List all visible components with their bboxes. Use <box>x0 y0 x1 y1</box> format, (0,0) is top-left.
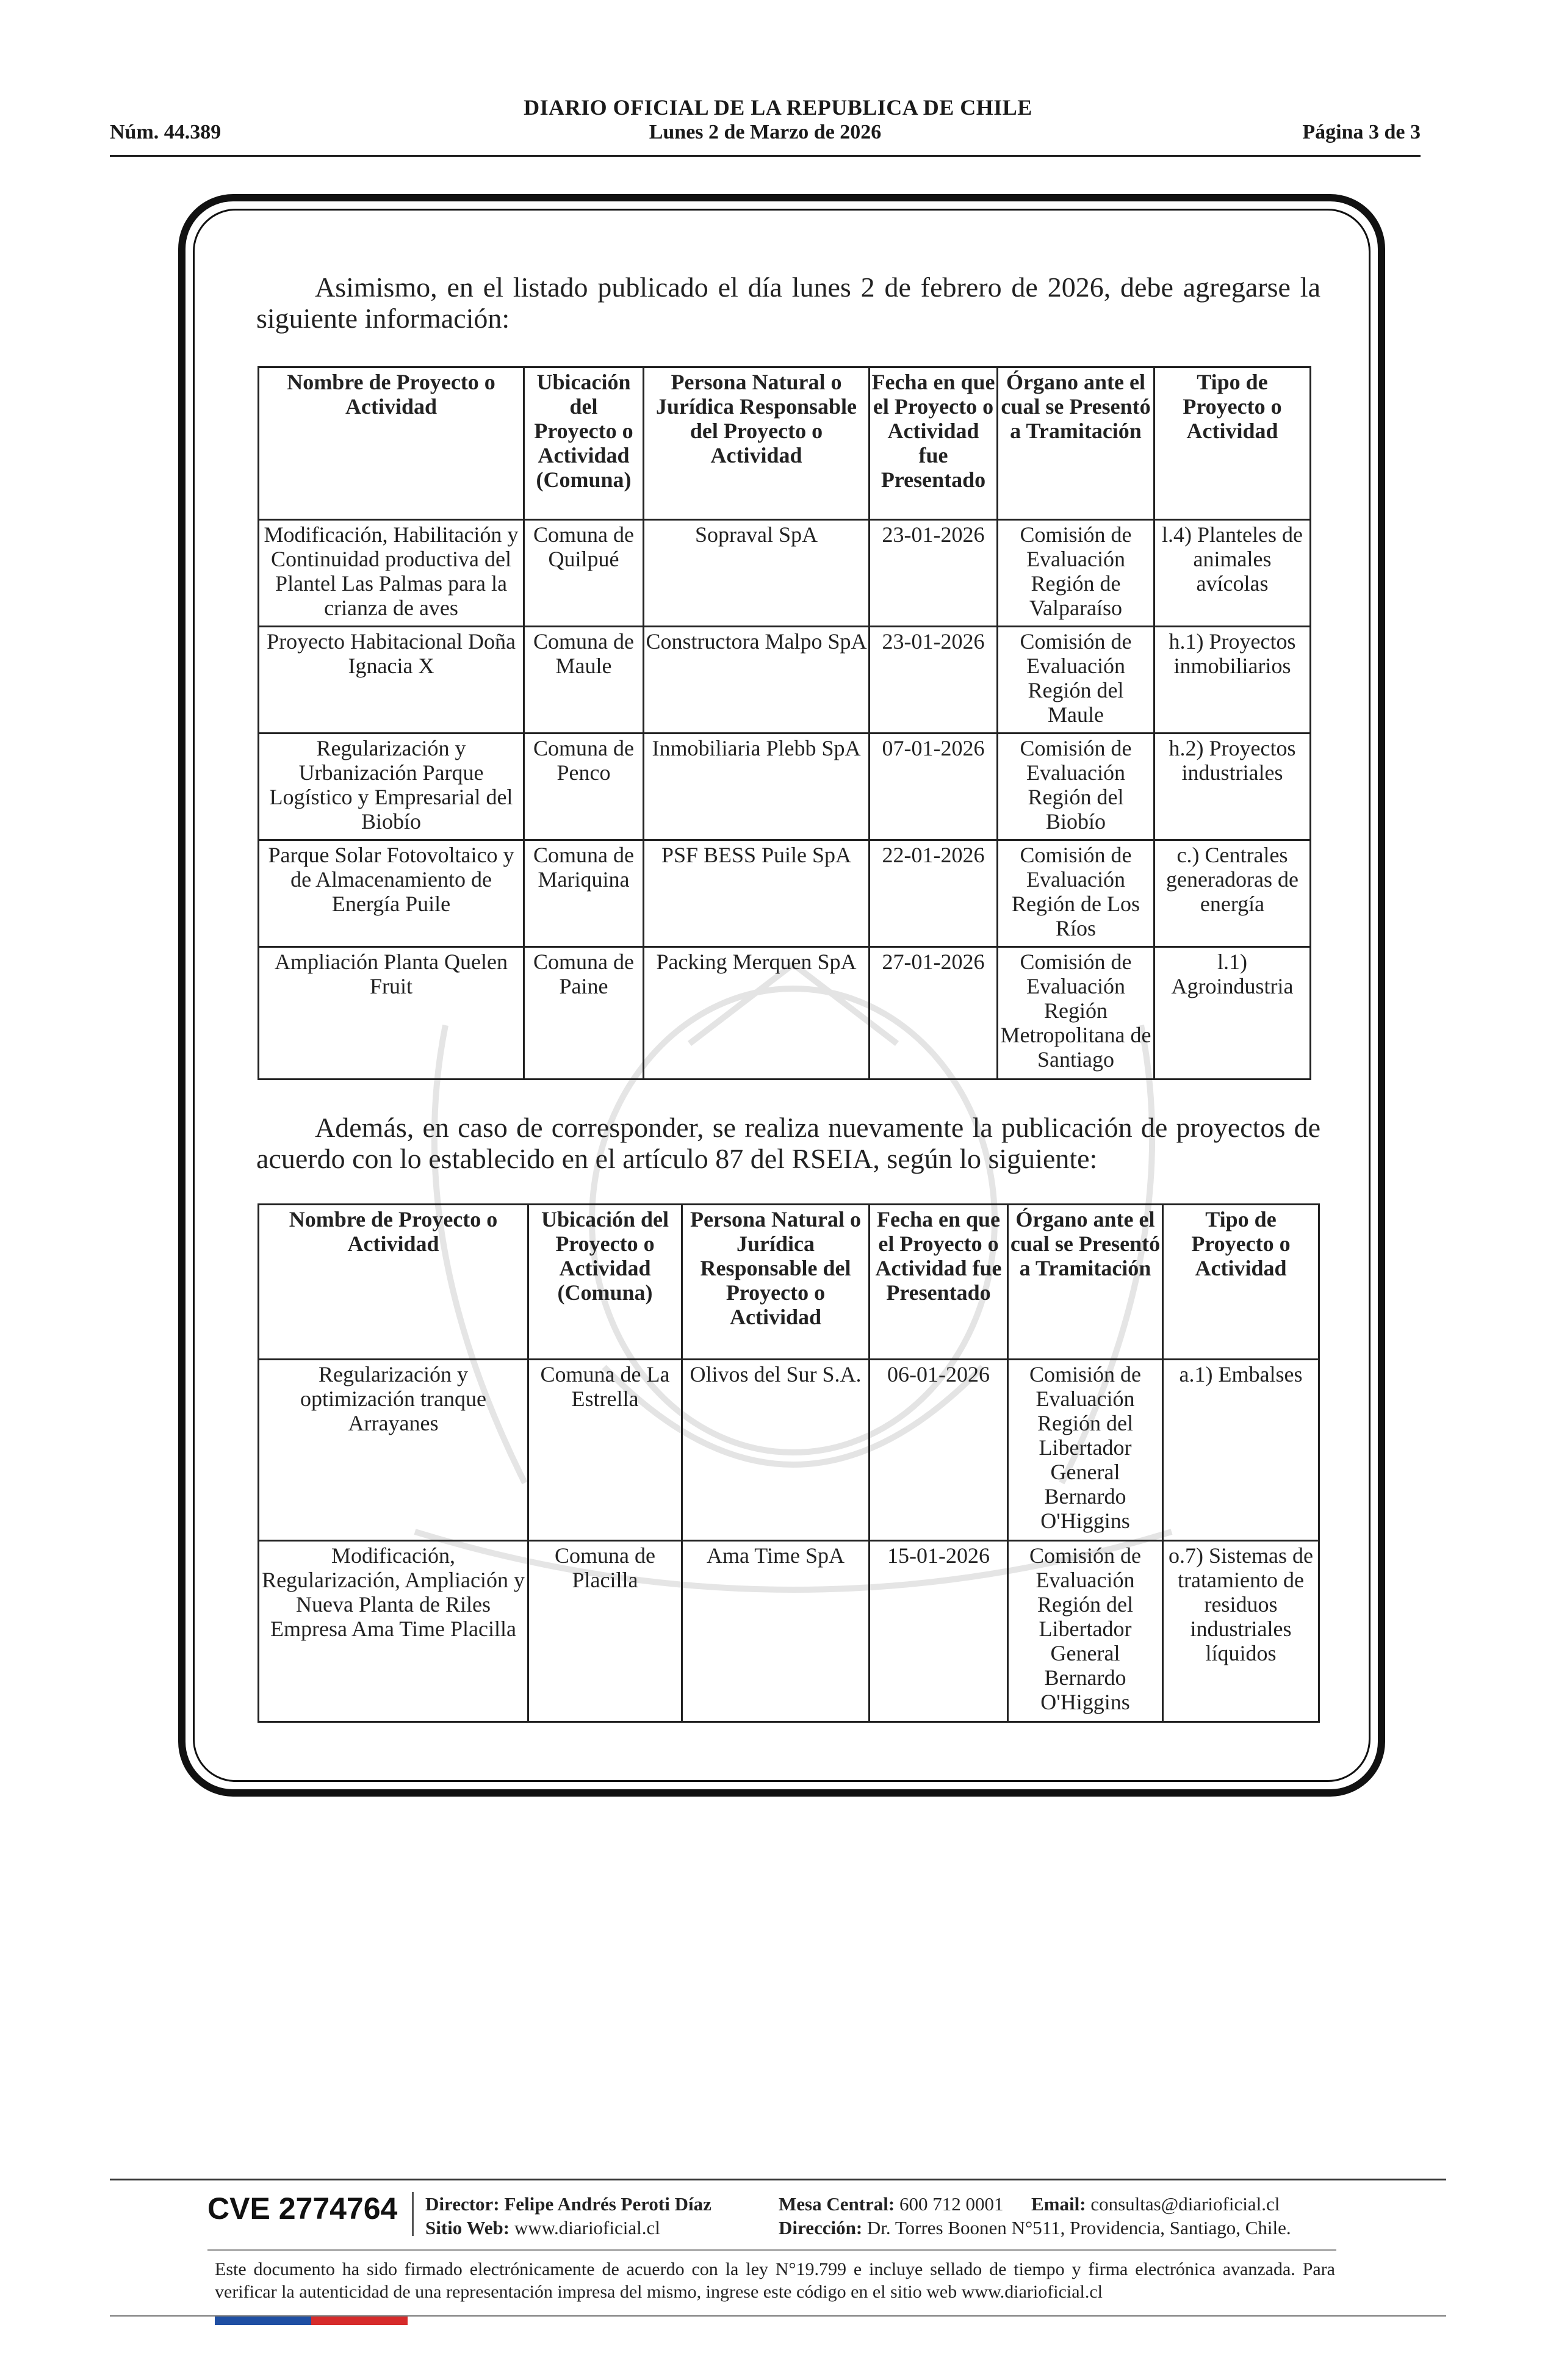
commune-cell: Comuna de Mariquina <box>524 840 644 947</box>
column-header: Nombre de Proyecto o Actividad <box>259 367 524 520</box>
type-cell: l.4) Planteles de animales avícolas <box>1154 520 1311 627</box>
table-header-row <box>259 1205 1319 1360</box>
column-header: Órgano ante el cual se Presentó a Tramitación <box>1008 1205 1163 1360</box>
project-name-cell: Parque Solar Fotovoltaico y de Almacenamiento de Energía Puile <box>259 840 524 947</box>
responsible-cell: Constructora Malpo SpA <box>644 627 870 734</box>
type-cell: h.2) Proyectos industriales <box>1154 734 1311 840</box>
web-link[interactable]: www.diarioficial.cl <box>514 2217 660 2238</box>
section1-table <box>258 366 1311 1080</box>
email-label: Email: <box>1031 2193 1086 2215</box>
responsible-cell: PSF BESS Puile SpA <box>644 840 870 947</box>
column-header: Persona Natural o Jurídica Responsable del Proyecto o Actividad <box>644 367 870 520</box>
cve-code: CVE 2774764 <box>207 2191 398 2226</box>
type-cell: l.1) Agroindustria <box>1154 947 1311 1080</box>
agency-cell: Comisión de Evaluación Región del Libertador General Bernardo O'Higgins <box>1008 1360 1163 1541</box>
type-cell: c.) Centrales generadoras de energía <box>1154 840 1311 947</box>
publication-title: DIARIO OFICIAL DE LA REPUBLICA DE CHILE <box>524 95 1032 120</box>
project-name-cell: Proyecto Habitacional Doña Ignacia X <box>259 627 524 734</box>
responsible-cell: Sopraval SpA <box>644 520 870 627</box>
type-cell: h.1) Proyectos inmobiliarios <box>1154 627 1311 734</box>
table-row <box>259 840 1311 947</box>
agency-cell: Comisión de Evaluación Región Metropolitana de Santiago <box>998 947 1154 1080</box>
date-cell: 27-01-2026 <box>870 947 998 1080</box>
date-cell: 23-01-2026 <box>870 627 998 734</box>
director-name: Felipe Andrés Peroti Díaz <box>504 2193 711 2215</box>
agency-cell: Comisión de Evaluación Región del Maule <box>998 627 1154 734</box>
project-name-cell: Modificación, Habilitación y Continuidad productiva del Plantel Las Palmas para la crianza de aves <box>259 520 524 627</box>
date-cell: 23-01-2026 <box>870 520 998 627</box>
project-name-cell: Modificación, Regularización, Ampliación y Nueva Planta de Riles Empresa Ama Time Placilla <box>259 1541 528 1722</box>
header-divider <box>110 155 1421 157</box>
commune-cell: Comuna de La Estrella <box>528 1360 682 1541</box>
flag-stripe-blue <box>215 2317 311 2325</box>
project-name-cell: Regularización y Urbanización Parque Logístico y Empresarial del Biobío <box>259 734 524 840</box>
section2-intro: Además, en caso de corresponder, se realiza nuevamente la publicación de proyectos de acuerdo con lo establecido en el artículo 87 del RSEIA, según lo siguiente: <box>256 1112 1320 1174</box>
agency-cell: Comisión de Evaluación Región de Los Ríos <box>998 840 1154 947</box>
web-label: Sitio Web: <box>425 2217 510 2238</box>
responsible-cell: Inmobiliaria Plebb SpA <box>644 734 870 840</box>
table-row <box>259 1541 1319 1722</box>
legal-notice: Este documento ha sido firmado electrónicamente de acuerdo con la ley N°19.799 e incluye sellado de tiempo y firma electrónica avanzada. Para verificar la autenticidad de una representación impresa del mismo, ingrese este código en el sitio web www.diarioficial.cl <box>215 2259 1335 2302</box>
table-row <box>259 1360 1319 1541</box>
section1-intro: Asimismo, en el listado publicado el día lunes 2 de febrero de 2026, debe agregarse la siguiente información: <box>256 272 1320 334</box>
address-value: Dr. Torres Boonen N°511, Providencia, Santiago, Chile. <box>866 2217 1291 2238</box>
footer-top-rule <box>110 2179 1446 2180</box>
column-header: Ubicación del Proyecto o Actividad (Comuna) <box>524 367 644 520</box>
agency-cell: Comisión de Evaluación Región de Valparaíso <box>998 520 1154 627</box>
footer-inner-rule <box>207 2249 1336 2251</box>
responsible-cell: Packing Merquen SpA <box>644 947 870 1080</box>
column-header: Órgano ante el cual se Presentó a Tramitación <box>998 367 1154 520</box>
responsible-cell: Olivos del Sur S.A. <box>682 1360 870 1541</box>
flag-stripe-red <box>311 2317 408 2325</box>
page-indicator: Página 3 de 3 <box>1302 121 1421 143</box>
date-cell: 07-01-2026 <box>870 734 998 840</box>
table-row <box>259 520 1311 627</box>
table-header-row <box>259 367 1311 520</box>
type-cell: a.1) Embalses <box>1163 1360 1319 1541</box>
column-header: Fecha en que el Proyecto o Actividad fue Presentado <box>870 367 998 520</box>
issue-date: Lunes 2 de Marzo de 2026 <box>649 121 882 143</box>
phone-value: 600 712 0001 <box>899 2193 1004 2215</box>
phone-label: Mesa Central: <box>779 2193 895 2215</box>
column-header: Ubicación del Proyecto o Actividad (Comuna) <box>528 1205 682 1360</box>
footer-separator <box>412 2192 414 2236</box>
email-link[interactable]: consultas@diarioficial.cl <box>1090 2193 1280 2215</box>
agency-cell: Comisión de Evaluación Región del Biobío <box>998 734 1154 840</box>
type-cell: o.7) Sistemas de tratamiento de residuos industriales líquidos <box>1163 1541 1319 1722</box>
table-row <box>259 947 1311 1080</box>
agency-cell: Comisión de Evaluación Región del Libertador General Bernardo O'Higgins <box>1008 1541 1163 1722</box>
table-row <box>259 734 1311 840</box>
director-label: Director: <box>425 2193 500 2215</box>
issue-number: Núm. 44.389 <box>110 121 222 143</box>
commune-cell: Comuna de Paine <box>524 947 644 1080</box>
project-name-cell: Ampliación Planta Quelen Fruit <box>259 947 524 1080</box>
column-header: Nombre de Proyecto o Actividad <box>259 1205 528 1360</box>
commune-cell: Comuna de Penco <box>524 734 644 840</box>
project-name-cell: Regularización y optimización tranque Arrayanes <box>259 1360 528 1541</box>
column-header: Fecha en que el Proyecto o Actividad fue Presentado <box>870 1205 1008 1360</box>
footer-director-block <box>425 2192 711 2240</box>
column-header: Tipo de Proyecto o Actividad <box>1163 1205 1319 1360</box>
date-cell: 15-01-2026 <box>870 1541 1008 1722</box>
footer-contact-block <box>779 2192 1291 2240</box>
column-header: Tipo de Proyecto o Actividad <box>1154 367 1311 520</box>
date-cell: 06-01-2026 <box>870 1360 1008 1541</box>
responsible-cell: Ama Time SpA <box>682 1541 870 1722</box>
address-label: Dirección: <box>779 2217 863 2238</box>
commune-cell: Comuna de Quilpué <box>524 520 644 627</box>
column-header: Persona Natural o Jurídica Responsable del Proyecto o Actividad <box>682 1205 870 1360</box>
commune-cell: Comuna de Placilla <box>528 1541 682 1722</box>
section2-table <box>258 1203 1320 1723</box>
table-row <box>259 627 1311 734</box>
date-cell: 22-01-2026 <box>870 840 998 947</box>
commune-cell: Comuna de Maule <box>524 627 644 734</box>
